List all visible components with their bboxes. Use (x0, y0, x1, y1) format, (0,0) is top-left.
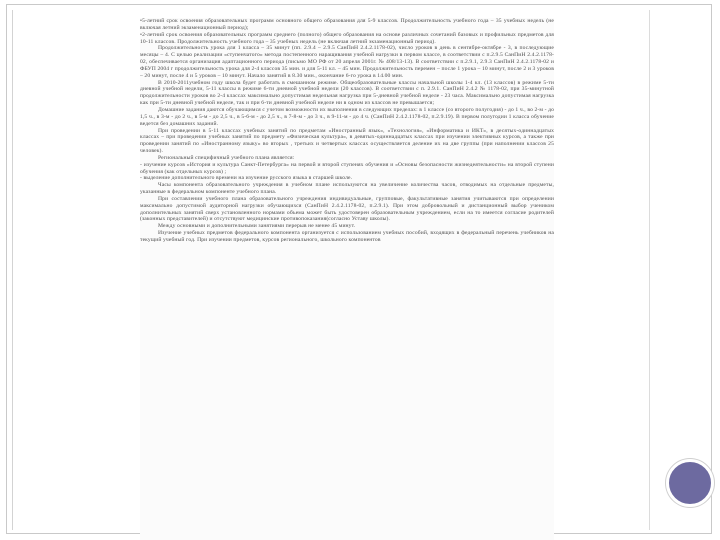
paragraph: Часы компонента образовательного учреждения в учебном плане используются на увеличение количества часов, отводимых на отдельные предметы, указанные в федеральном компоненте учебного плана. (140, 182, 554, 196)
paragraph: Региональный специфичный учебного плана является: (158, 154, 295, 161)
decorative-circle (666, 459, 714, 507)
paragraph: При проведении в 5-11 классах учебных занятий по предметам «Иностранный язык», «Технология», «Информатика и ИКТ», в десятых-одиннадцатых классах – при проведении учебных занятий по предмету «Физическая культура», в девятых-одиннадцатых классах при изучении элективных курсов, а также при проведении занятий по «Иностранному языку» во вторых , третьих и четвертых классах осуществляется деление их на две группы (при наполнении классов 25 человек). (140, 127, 554, 155)
document-page (140, 18, 554, 540)
paragraph: •5-летний срок освоения образовательных программ основного общего образования для 5-9 классов. Продолжительность учебного года – 35 учебных недель (не включая летний экзаменационный период); (140, 18, 554, 31)
paragraph: Продолжительность урока для 1 класса – 35 минут (пп. 2.9.4 – 2.9.5 СанПиН 2.4.2.1178-02), число уроков в день в сентябре-октябре - 3, в последующие месяцы – 4. С целью реализации «ступенчатого» метода постепенного наращивания учебной нагрузки в первом классе, в соответствии с п.2.9.5 СанПиН 2.4.2.1178-02, обеспечивается организация адаптационного периода (письмо МО РФ от 20 апреля 2001г. № 408/13-13). В соответствии с п.2.9.1, 2.9.3 СанПиН 2.4.2.1178-02 и ФБУП 2004 г продолжительность урока для 2-4 классов 35 мин. и для 5-11 кл. – 45 мин. Продолжительность перемен – после 1 урока – 10 минут, после 2 и 3 уроков – 20 минут, после 4 и 5 уроков – 10 минут. Начало занятий в 8.30 мин., окончание 6-го урока в 14.00 мин. (140, 45, 554, 79)
paragraph: Изучение учебных предметов федерального компонента организуется с использованием учебных пособий, входящих в федеральный перечень учебников на текущий учебный год. При изучении предметов, курсов регионального, школьного компонентов (140, 230, 554, 243)
right-frame-line (649, 10, 650, 530)
paragraph: При составлении учебного плана образовательного учреждения индивидуальные, групповые, факультативные занятия учитываются при определении максимально допустимой аудиторной нагрузки обучающихся (СанПиН 2.4.2.1178-02, п.2.9.1). При этом добровольный и дистанционный выбор учеником дополнительных занятий сверх установленного нормами объема может быть удостоверен образовательным учреждением, если на то имеется согласие родителей (законных представителей) и отсутствуют медицинские противопоказания(согласно Уставу школы). (140, 195, 554, 223)
left-frame-line (12, 10, 13, 530)
paragraph: •2-летний срок освоения образовательных программ среднего (полного) общего образования на основе различных сочетаний базовых и профильных предметов для 10-11 классов. Продолжительность учебного года – 35 учебных недель (не включая летний экзаменационный период). (140, 31, 554, 45)
paragraph: - выделение дополнительного времени на изучение русского языка в старшей школе. (140, 175, 353, 182)
paragraph: Домашние задания даются обучающимся с учетом возможности их выполнения в следующих пределах: в 1 классе (со второго полугодия) - до 1 ч., во 2-м - до 1,5 ч., в 3-м - до 2 ч., в 5-м - до 2,5 ч., в 5-6-м - до 2,5 ч., в 7-8-м - до 3 ч., в 9-11-м - до 4 ч. (СанПиН 2.4.2.1178-02, п.2.9.19). В первом полугодии 1 класса обучение ведется без домашних заданий. (140, 106, 554, 127)
paragraph: В 2010-2011учебном году школа будет работать в смешанном режиме. Общеобразовательные классы начальной школы 1-4 кл. (13 классов) в режиме 5-ти дневной учебной недели, 5-11 классы в режиме 6-ти дневной учебной недели (20 классов). В соответствии с п. 2.9.1. СанПиН 2.4.2 № 1178-02, при 35-минутной продолжительности уроков во 2-4 классах максимально допустимая недельная нагрузка при 5-дневной учебной неделе - 23 часа. Максимально допустимая нагрузка как при 5-ти дневной учебной неделе, так и при 6-ти дневной учебной неделе ни в одном из классов не превышается; (140, 79, 554, 107)
paragraph: Между основными и дополнительными занятиями перерыв не менее 45 минут. (158, 223, 356, 230)
paragraph: - изучение курсов «История и культура Санкт-Петербурга» на первой и второй ступенях обучения и «Основы безопасности жизнедеятельности» на второй ступени обучения (как отдельных курсов) ; (140, 161, 554, 175)
